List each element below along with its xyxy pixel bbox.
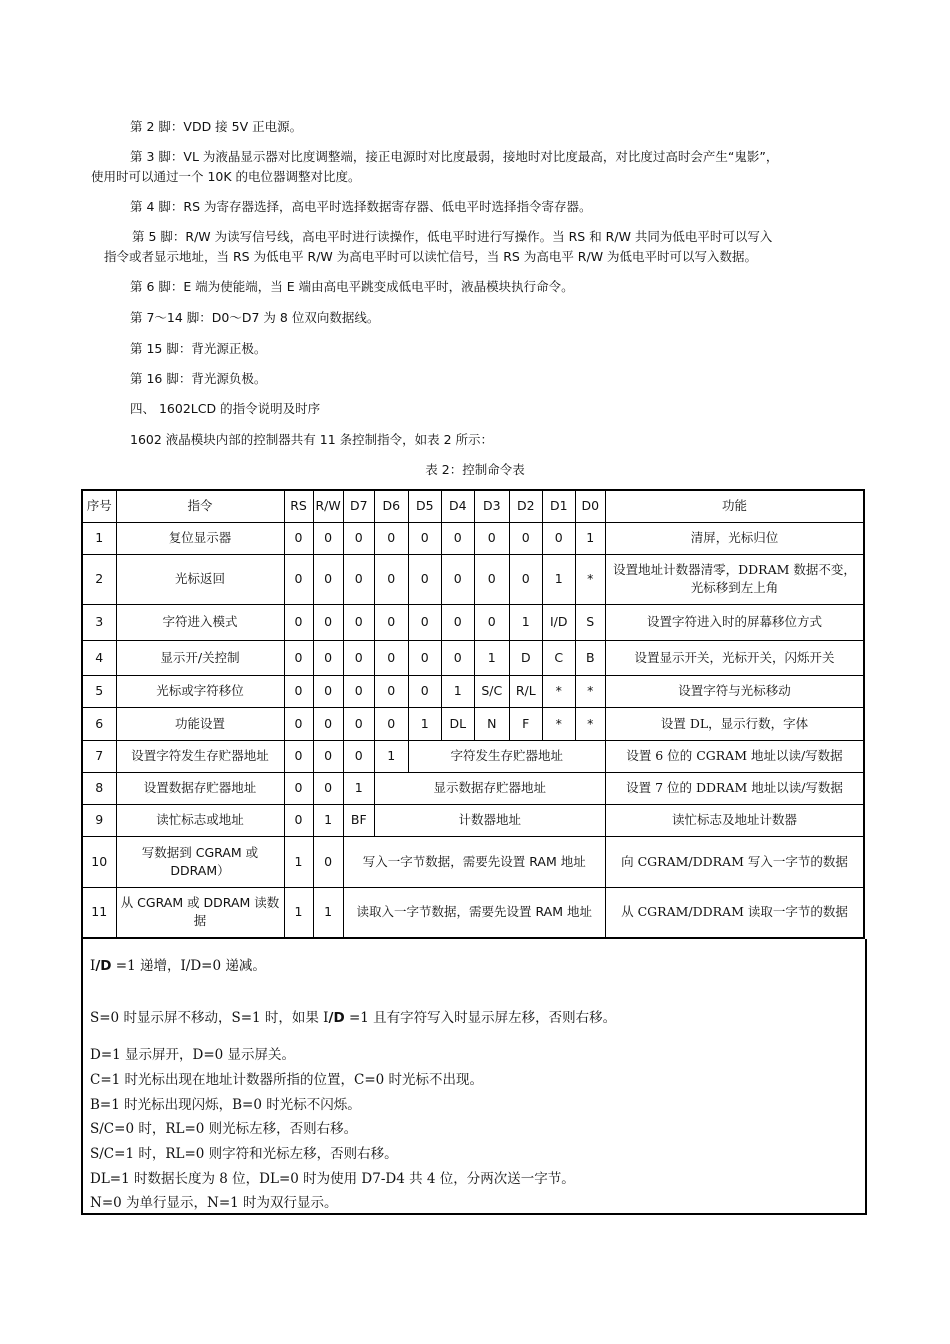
bit-cell: 0 xyxy=(343,640,374,675)
bit-cell: 0 xyxy=(313,554,343,604)
function-cell: 从 CGRAM/DDRAM 读取一字节的数据 xyxy=(605,887,864,938)
note-b: B=1 时光标出现闪烁，B=0 时光标不闪烁。 xyxy=(90,1097,361,1113)
header-cell: D7 xyxy=(343,490,374,522)
row-number: 1 xyxy=(82,522,116,554)
bit-cell: 1 xyxy=(509,604,542,640)
intro-text: 1602 液晶模块内部的控制器共有 11 条控制指令，如表 2 所示： xyxy=(130,432,494,447)
bit-cell: 0 xyxy=(374,522,408,554)
section-heading: 四、 1602LCD 的指令说明及时序 xyxy=(130,401,321,416)
bit-cell: 0 xyxy=(374,554,408,604)
table-row xyxy=(82,554,864,604)
note-d: D=1 显示屏开，D=0 显示屏关。 xyxy=(90,1047,296,1063)
bit-cell: 0 xyxy=(408,554,441,604)
pin-4-text: 第 4 脚：RS 为寄存器选择，高电平时选择数据寄存器、低电平时选择指令寄存器。 xyxy=(130,199,592,214)
bit-cell: 0 xyxy=(284,740,313,772)
instruction-name: 显示开/关控制 xyxy=(116,640,284,675)
bit-cell: 1 xyxy=(542,554,575,604)
note-sc1: S/C=1 时，RL=0 则字符和光标左移，否则右移。 xyxy=(90,1146,398,1162)
row-number: 2 xyxy=(82,554,116,604)
bit-cell: 1 xyxy=(284,887,313,938)
bit-cell: 0 xyxy=(313,522,343,554)
function-cell: 读忙标志及地址计数器 xyxy=(605,804,864,836)
pin-5-text: 第 5 脚：R/W 为读写信号线，高电平时进行读操作，低电平时进行写操作。当 RS 和 R/W 共同为低电平时可以写入 xyxy=(132,229,773,244)
header-cell: D6 xyxy=(374,490,408,522)
bit-cell: 0 xyxy=(343,604,374,640)
instruction-name: 光标或字符移位 xyxy=(116,675,284,707)
table-row xyxy=(82,772,864,804)
table-header-row xyxy=(82,490,864,522)
header-cell: D3 xyxy=(474,490,509,522)
row-number: 10 xyxy=(82,836,116,887)
address-span-cell: 写入一字节数据，需要先设置 RAM 地址 xyxy=(343,836,605,887)
bit-cell: 0 xyxy=(343,675,374,707)
bit-cell: 0 xyxy=(474,604,509,640)
function-cell: 设置 7 位的 DDRAM 地址以读/写数据 xyxy=(605,772,864,804)
instruction-name: 光标返回 xyxy=(116,554,284,604)
address-span-cell: 显示数据存贮器地址 xyxy=(374,772,605,804)
bit-cell: 0 xyxy=(374,675,408,707)
bit-cell: 0 xyxy=(441,604,474,640)
header-cell: D4 xyxy=(441,490,474,522)
bit-cell: 0 xyxy=(284,707,313,740)
note-s xyxy=(90,1006,616,1026)
function-cell: 清屏，光标归位 xyxy=(605,522,864,554)
bit-cell: R/L xyxy=(509,675,542,707)
pin-7-14-text: 第 7～14 脚：D0～D7 为 8 位双向数据线。 xyxy=(130,310,380,325)
bit-cell: 0 xyxy=(408,522,441,554)
bit-cell: DL xyxy=(441,707,474,740)
header-cell: R/W xyxy=(313,490,343,522)
row-number: 7 xyxy=(82,740,116,772)
bit-cell: 1 xyxy=(575,522,605,554)
note-c: C=1 时光标出现在地址计数器所指的位置，C=0 时光标不出现。 xyxy=(90,1072,484,1088)
bit-cell: 1 xyxy=(313,804,343,836)
row-number: 4 xyxy=(82,640,116,675)
pin-3-text-cont: 使用时可以通过一个 10K 的电位器调整对比度。 xyxy=(91,169,361,184)
command-table xyxy=(81,489,865,939)
bit-cell: 1 xyxy=(313,887,343,938)
bit-cell: 0 xyxy=(441,522,474,554)
address-span-cell: 计数器地址 xyxy=(374,804,605,836)
table-row xyxy=(82,887,864,938)
header-cell: D0 xyxy=(575,490,605,522)
table-notes xyxy=(81,939,867,1215)
bit-cell: 0 xyxy=(343,554,374,604)
note-n: N=0 为单行显示，N=1 时为双行显示。 xyxy=(90,1195,338,1211)
bit-cell: 1 xyxy=(284,836,313,887)
function-cell: 设置字符与光标移动 xyxy=(605,675,864,707)
row-number: 5 xyxy=(82,675,116,707)
bit-cell: 0 xyxy=(374,640,408,675)
table-row xyxy=(82,604,864,640)
row-number: 3 xyxy=(82,604,116,640)
note-text: =1 递增，I/D=0 递减。 xyxy=(111,958,266,974)
table-row xyxy=(82,836,864,887)
pin-6-text: 第 6 脚：E 端为使能端，当 E 端由高电平跳变成低电平时，液晶模块执行命令。 xyxy=(130,279,574,294)
header-cell: D1 xyxy=(542,490,575,522)
note-dl: DL=1 时数据长度为 8 位，DL=0 时为使用 D7-D4 共 4 位，分两次送一字节。 xyxy=(90,1171,575,1187)
bit-cell: 0 xyxy=(441,554,474,604)
bit-cell: 1 xyxy=(343,772,374,804)
instruction-name: 字符进入模式 xyxy=(116,604,284,640)
bit-cell: * xyxy=(575,707,605,740)
bit-cell: 0 xyxy=(374,604,408,640)
function-cell: 设置地址计数器清零，DDRAM 数据不变，光标移到左上角 xyxy=(605,554,864,604)
note-text-bold: /D xyxy=(95,958,112,974)
bit-cell: S/C xyxy=(474,675,509,707)
header-cell: 指令 xyxy=(116,490,284,522)
table-row xyxy=(82,522,864,554)
row-number: 9 xyxy=(82,804,116,836)
bit-cell: 0 xyxy=(343,522,374,554)
header-cell: RS xyxy=(284,490,313,522)
table-row xyxy=(82,740,864,772)
pin-16-text: 第 16 脚：背光源负极。 xyxy=(130,371,267,386)
bit-cell: 0 xyxy=(284,604,313,640)
header-cell: D2 xyxy=(509,490,542,522)
bit-cell: 0 xyxy=(284,640,313,675)
bit-cell: 0 xyxy=(284,554,313,604)
note-text: =1 且有字符写入时显示屏左移，否则右移。 xyxy=(344,1010,617,1026)
note-id xyxy=(90,954,266,974)
bit-cell: 0 xyxy=(474,522,509,554)
function-cell: 向 CGRAM/DDRAM 写入一字节的数据 xyxy=(605,836,864,887)
bit-cell: 0 xyxy=(474,554,509,604)
row-number: 8 xyxy=(82,772,116,804)
bit-cell: 0 xyxy=(284,675,313,707)
bit-cell: 1 xyxy=(374,740,408,772)
function-cell: 设置字符进入时的屏幕移位方式 xyxy=(605,604,864,640)
instruction-name: 写数据到 CGRAM 或 DDRAM） xyxy=(116,836,284,887)
instruction-name: 读忙标志或地址 xyxy=(116,804,284,836)
note-text: I xyxy=(90,958,96,974)
row-number: 6 xyxy=(82,707,116,740)
bit-cell: 0 xyxy=(343,707,374,740)
bit-cell: 0 xyxy=(313,604,343,640)
bit-cell: B xyxy=(575,640,605,675)
instruction-name: 从 CGRAM 或 DDRAM 读数据 xyxy=(116,887,284,938)
bit-cell: 0 xyxy=(408,640,441,675)
bit-cell: 1 xyxy=(474,640,509,675)
bit-cell: 0 xyxy=(313,836,343,887)
pin-3-text: 第 3 脚：VL 为液晶显示器对比度调整端，接正电源时对比度最弱，接地时对比度最高，对比度过高时会产生“鬼影”， xyxy=(130,149,779,164)
bit-cell: * xyxy=(542,675,575,707)
bit-cell: 0 xyxy=(313,740,343,772)
bit-cell: 0 xyxy=(343,740,374,772)
bit-cell: BF xyxy=(343,804,374,836)
bit-cell: 0 xyxy=(313,675,343,707)
table-caption: 表 2：控制命令表 xyxy=(425,462,525,477)
instruction-name: 功能设置 xyxy=(116,707,284,740)
bit-cell: 0 xyxy=(313,640,343,675)
table-row xyxy=(82,804,864,836)
pin-15-text: 第 15 脚：背光源正极。 xyxy=(130,341,267,356)
function-cell: 设置 DL，显示行数，字体 xyxy=(605,707,864,740)
bit-cell: 0 xyxy=(408,604,441,640)
pin-2-text: 第 2 脚：VDD 接 5V 正电源。 xyxy=(130,119,303,134)
bit-cell: I/D xyxy=(542,604,575,640)
table-row xyxy=(82,707,864,740)
header-cell: 序号 xyxy=(82,490,116,522)
note-text: S=0 时显示屏不移动，S=1 时，如果 I xyxy=(90,1010,329,1026)
function-cell: 设置 6 位的 CGRAM 地址以读/写数据 xyxy=(605,740,864,772)
bit-cell: 0 xyxy=(284,522,313,554)
note-sc0: S/C=0 时，RL=0 则光标左移，否则右移。 xyxy=(90,1121,358,1137)
address-span-cell: 字符发生存贮器地址 xyxy=(408,740,605,772)
bit-cell: * xyxy=(575,554,605,604)
bit-cell: F xyxy=(509,707,542,740)
bit-cell: * xyxy=(575,675,605,707)
instruction-name: 设置数据存贮器地址 xyxy=(116,772,284,804)
bit-cell: 1 xyxy=(441,675,474,707)
bit-cell: 0 xyxy=(284,804,313,836)
instruction-name: 设置字符发生存贮器地址 xyxy=(116,740,284,772)
bit-cell: 0 xyxy=(542,522,575,554)
function-cell: 设置显示开关，光标开关，闪烁开关 xyxy=(605,640,864,675)
bit-cell: 0 xyxy=(441,640,474,675)
address-span-cell: 读取入一字节数据，需要先设置 RAM 地址 xyxy=(343,887,605,938)
bit-cell: S xyxy=(575,604,605,640)
header-cell: D5 xyxy=(408,490,441,522)
bit-cell: 0 xyxy=(374,707,408,740)
row-number: 11 xyxy=(82,887,116,938)
bit-cell: 0 xyxy=(313,772,343,804)
table-row xyxy=(82,640,864,675)
bit-cell: C xyxy=(542,640,575,675)
bit-cell: 0 xyxy=(408,675,441,707)
instruction-name: 复位显示器 xyxy=(116,522,284,554)
bit-cell: 1 xyxy=(408,707,441,740)
header-cell: 功能 xyxy=(605,490,864,522)
bit-cell: D xyxy=(509,640,542,675)
pin-5-text-cont: 指令或者显示地址，当 RS 为低电平 R/W 为高电平时可以读忙信号，当 RS 为高电平 R/W 为低电平时可以写入数据。 xyxy=(104,249,758,264)
note-text-bold: /D xyxy=(328,1010,345,1026)
bit-cell: 0 xyxy=(313,707,343,740)
table-row xyxy=(82,675,864,707)
bit-cell: N xyxy=(474,707,509,740)
bit-cell: * xyxy=(542,707,575,740)
bit-cell: 0 xyxy=(284,772,313,804)
bit-cell: 0 xyxy=(509,554,542,604)
bit-cell: 0 xyxy=(509,522,542,554)
